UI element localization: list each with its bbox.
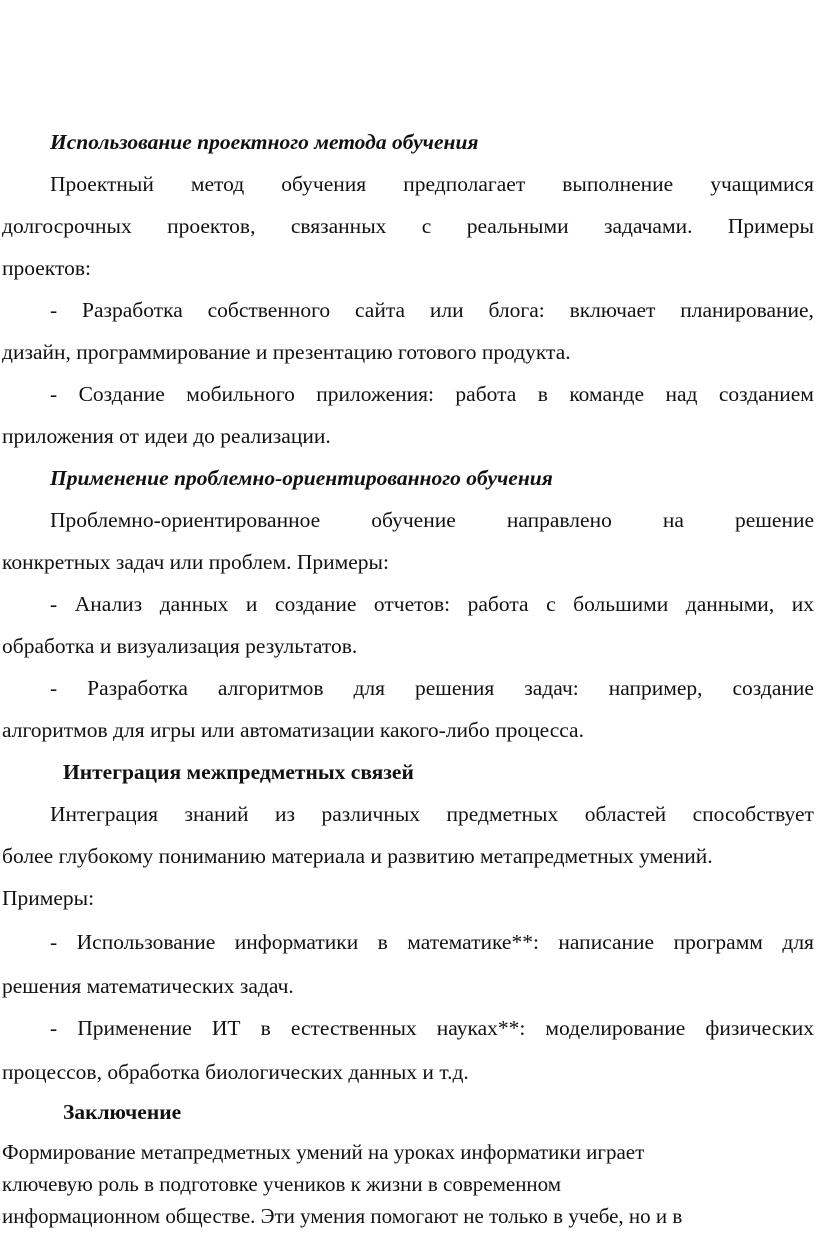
list-item: - Разработка собственного сайта или блога: включает планирование, [50, 298, 814, 322]
paragraph-line: долгосрочных проектов, связанных с реальными задачами. Примеры [2, 214, 814, 238]
list-item-continuation: алгоритмов для игры или автоматизации какого-либо процесса. [2, 718, 584, 742]
paragraph-line: Формирование метапредметных умений на уроках информатики играет [2, 1140, 645, 1164]
paragraph-line: Интеграция знаний из различных предметных областей способствует [50, 802, 814, 826]
section-heading: Использование проектного метода обучения [50, 130, 479, 154]
paragraph-line: ключевую роль в подготовке учеников к жизни в современном [2, 1172, 562, 1196]
paragraph-line: Проблемно-ориентированное обучение направлено на решение [50, 508, 814, 532]
paragraph-line: конкретных задач или проблем. Примеры: [2, 550, 389, 574]
list-item: - Анализ данных и создание отчетов: работа с большими данными, их [50, 592, 814, 616]
list-item: - Применение ИТ в естественных науках**: моделирование физических [50, 1016, 814, 1040]
list-item-continuation: дизайн, программирование и презентацию готового продукта. [2, 340, 571, 364]
list-item-continuation: процессов, обработка биологических данных и т.д. [2, 1060, 469, 1084]
list-item-continuation: обработка и визуализация результатов. [2, 634, 358, 658]
list-item: - Разработка алгоритмов для решения задач: например, создание [50, 676, 814, 700]
section-heading: Заключение [63, 1100, 182, 1124]
section-heading: Интеграция межпредметных связей [63, 760, 414, 784]
paragraph-line: проектов: [2, 256, 91, 280]
paragraph-line: Примеры: [2, 886, 95, 910]
list-item-continuation: приложения от идеи до реализации. [2, 424, 331, 448]
list-item-continuation: решения математических задач. [2, 974, 294, 998]
paragraph-line: информационном обществе. Эти умения помогают не только в учебе, но и в [2, 1204, 683, 1228]
list-item: - Создание мобильного приложения: работа в команде над созданием [50, 382, 814, 406]
list-item: - Использование информатики в математике**: написание программ для [50, 930, 814, 954]
paragraph-line: более глубокому пониманию материала и развитию метапредметных умений. [2, 844, 713, 868]
section-heading: Применение проблемно-ориентированного обучения [50, 466, 553, 490]
paragraph-line: Проектный метод обучения предполагает выполнение учащимися [50, 172, 814, 196]
